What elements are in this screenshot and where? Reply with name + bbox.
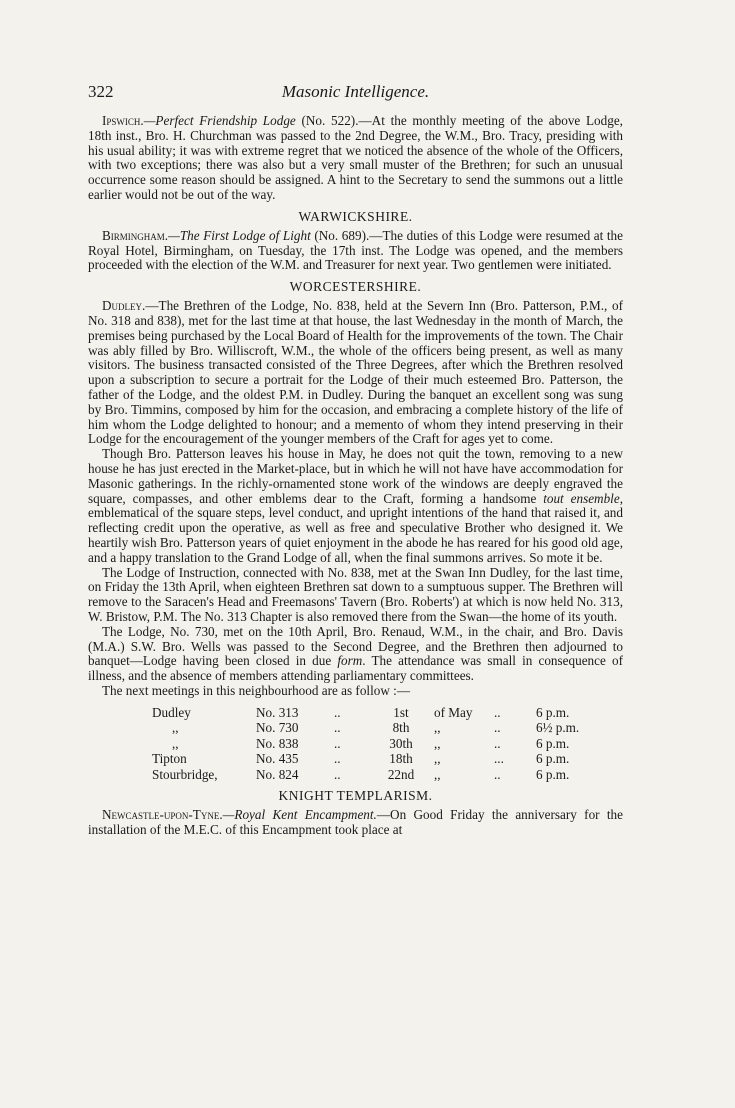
- lodge-number: No. 313: [256, 704, 299, 720]
- section-heading-knight-templarism: KNIGHT TEMPLARISM.: [278, 788, 433, 804]
- meeting-time: 6 p.m.: [536, 735, 570, 751]
- meeting-time: 6 p.m.: [536, 766, 570, 782]
- lodge-of-instruction-paragraph: The Lodge of Instruction, connected with No. 838, met at the Swan Inn Dudley, for the last time, on Friday the 13th April, when eighteen Brethren sat down to a sumptuous supper. The Brethren will remove to the Saracen's Head and Freemasons' Tavern (Bro. Roberts') at which is now held No. 313, W. Bristow, P.M. The No. 313 Chapter is also removed there from the Swan—the home of its youth.: [88, 564, 623, 624]
- table-row: [152, 705, 596, 721]
- meeting-date: 1st: [393, 704, 409, 720]
- italic-phrase: form: [337, 653, 363, 669]
- paragraph-text: (No. 689).—The duties of this Lodge were resumed at the Royal Hotel, Birmingham, on Tuesday, the 17th inst. The Lodge was opened, and the members proceeded with the election of the W.M. and Treasurer for next year. Two gentlemen were initiated.: [88, 227, 624, 273]
- meeting-place: ,,: [172, 735, 179, 751]
- meetings-table: [152, 705, 596, 783]
- meeting-time: 6 p.m.: [536, 751, 570, 767]
- meeting-place: Dudley: [152, 704, 191, 720]
- running-title: Masonic Intelligence.: [281, 82, 430, 101]
- meeting-month: of May: [434, 704, 473, 720]
- leader-dots: ..: [334, 720, 341, 736]
- meeting-date: 30th: [389, 735, 413, 751]
- newcastle-paragraph: [88, 808, 623, 838]
- leader-dots: ..: [334, 704, 341, 720]
- table-row: [152, 767, 596, 783]
- leader-dots: ..: [334, 766, 341, 782]
- leader-dots: ..: [334, 751, 341, 767]
- paragraph-text: (No. 522).—At the monthly meeting of the above Lodge, 18th inst., Bro. H. Churchman was passed to the 2nd Degree, the W.M., Bro. Tracy, presiding with his usual ability; it was with extreme regret that we noticed the absence of the whole of the Officers, with two exceptions; there was also but a very small muster of the Brethren; for such an unusual occurrence some reason should be assigned. A hint to the Secretary to send the summons out a little earlier would not be out of the way.: [88, 113, 623, 202]
- paragraph-text: The Lodge, No. 730, met on the 10th April, Bro. Renaud, W.M., in the chair, and Bro. Davis (M.A.) S.W. Bro. Wells was passed to the Second Degree, and the Brethren then adjourned to banquet—Lodge having been closed in due: [88, 623, 623, 669]
- paragraph-text: , emblematical of the square steps, level conduct, and upright intentions of the hand that raised it, and reflecting credit upon the operative, as well as free and speculative Brother who designed it. We heartily wish Bro. Patterson years of quiet enjoyment in the abode he has reared for his good old age, and a happy translation to the Grand Lodge of all, when the final summons arrives. So mote it be.: [88, 490, 623, 565]
- table-row: [152, 736, 596, 752]
- table-row: [152, 720, 596, 736]
- leader-dots: ..: [494, 720, 501, 736]
- section-heading-worcestershire: WORCESTERSHIRE.: [289, 279, 422, 295]
- birmingham-paragraph: [88, 229, 623, 273]
- leader-dots: ..: [494, 735, 501, 751]
- dudley-paragraph: [88, 299, 623, 447]
- meeting-place: Stourbridge,: [152, 766, 218, 782]
- table-row: [152, 751, 596, 767]
- next-meetings-intro: The next meetings in this neighbourhood are as follow :—: [102, 682, 411, 698]
- paragraph-text: —The Brethren of the Lodge, No. 838, held at the Severn Inn (Bro. Patterson, P.M., of No. 318 and 838), met for the last time at that house, the last Wednesday in the month of March, the premises being purchased by the Local Board of Health for the improvements of the town. The Chair was ably filled by Bro. Williscroft, W.M., the whole of the officers being present, as well as many visitors. The business transacted consisted of the Three Degrees, after which the Brethren resolved upon a subscription to secure a portrait for the Lodge of their much esteemed Bro. Patterson, the father of the Lodge, and the oldest P.M. in Dudley. During the banquet an excellent song was sung by Bro. Timmins, composed by him for the occasion, and embracing a complete history of the life of him whom the Lodge delighted to honour; and a memento of whom they intend preserving in their Lodge for the encouragement of the younger members of the Craft for ages yet to come.: [88, 298, 623, 447]
- lodge-number: No. 730: [256, 720, 299, 736]
- meeting-time: 6 p.m.: [536, 704, 570, 720]
- paragraph-text: Though Bro. Patterson leaves his house in May, he does not quit the town, removing to a new house he has just erected in the Market-place, but in which he will not have have accommodation for Masonic gatherings. In the richly-ornamented stone work of the windows are deeply engraved the square, compasses, and other emblems dear to the Craft, forming a handsome: [88, 446, 623, 506]
- meeting-time: 6½ p.m.: [536, 720, 580, 736]
- paragraph-text: . The attendance was small in consequence of illness, and the absence of members attending parliamentary committees.: [88, 653, 623, 684]
- leader-dots: ..: [334, 735, 341, 751]
- meeting-month: ,,: [434, 766, 441, 782]
- lodge-number: No. 824: [256, 766, 299, 782]
- meeting-month: ,,: [434, 720, 441, 736]
- patterson-paragraph: [88, 447, 623, 565]
- place-name: Dudley.: [102, 298, 146, 314]
- place-name: Newcastle-upon-Tyne.: [102, 807, 223, 823]
- meeting-date: 8th: [392, 720, 410, 736]
- lodge-number: No. 838: [256, 735, 299, 751]
- place-name: Ipswich.: [102, 113, 144, 128]
- meeting-place: ,,: [172, 720, 179, 736]
- leader-dots: ..: [494, 766, 501, 782]
- paragraph-text: —On Good Friday the anniversary for the installation of the M.E.C. of this Encampment took place at: [88, 807, 623, 837]
- page-header: [88, 82, 623, 108]
- leader-dots: ..: [494, 704, 501, 720]
- page-number: 322: [88, 82, 114, 101]
- meeting-month: ,,: [434, 735, 441, 751]
- lodge-name: —Perfect Friendship Lodge: [143, 113, 296, 128]
- encampment-name: —Royal Kent Encampment.: [222, 807, 377, 823]
- lodge-name: —The First Lodge of Light: [168, 227, 311, 243]
- ipswich-paragraph: [88, 114, 623, 203]
- meeting-date: 18th: [389, 751, 413, 767]
- meeting-month: ,,: [434, 751, 441, 767]
- lodge-number: No. 435: [256, 751, 299, 767]
- leader-dots: ...: [494, 751, 504, 767]
- meeting-place: Tipton: [152, 751, 187, 767]
- section-heading-warwickshire: WARWICKSHIRE.: [298, 208, 413, 224]
- place-name: Birmingham.: [102, 227, 169, 243]
- lodge-730-paragraph: [88, 625, 623, 684]
- italic-phrase: tout ensemble: [543, 490, 620, 506]
- meeting-date: 22nd: [387, 766, 415, 782]
